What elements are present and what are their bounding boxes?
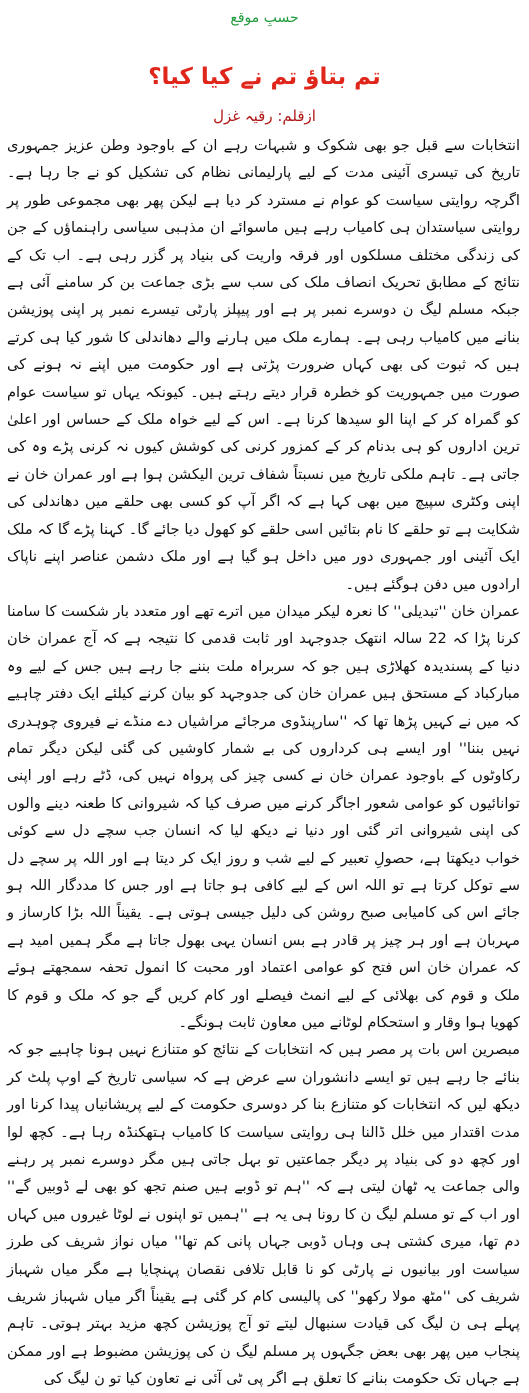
article-body	[7, 132, 520, 1393]
author-byline: ازقلم: رقیہ غزل	[213, 107, 316, 125]
paragraph-1: انتخابات سے قبل جو بھی شکوک و شبہات رہے ان کے باوجود وطن عزیز جمہوری تاریخ کی تیسری آئینی مدت کے لیے پارلیمانی نظام کی تشکیل کو نے جا رہا ہے۔ اگرچہ روایتی سیاست کو عوام نے مسترد کر دیا ہے لیکن پھر بھی مجموعی طور پر روایتی سیاستدان ہی کامیاب رہے ہیں ماسوائے ان مذہبی سیاسی راہنماؤں کے جن کی زندگی مختلف مسلکوں اور فرقہ واریت کی بنیاد پر گزر رہی ہے۔ اب تک کے نتائج کے مطابق تحریک انصاف ملک کی سب سے بڑی جماعت بن کر سامنے آئی ہے جبکہ مسلم لیگ ن دوسرے نمبر پر ہے اور پیپلز پارٹی تیسرے نمبر پر اپنی پوزیشن بنانے میں کامیاب رہی ہے۔ ہمارے ملک میں ہارنے والے دھاندلی کا شور کیا ہی کرتے ہیں کہ ثبوت کی بھی کہاں ضرورت پڑتی ہے اور حکومت میں اپنے نہ ہونے کی صورت میں جمہوریت کو خطرہ قرار دیتے رہتے ہیں۔ کیونکہ یہاں تو سیاست عوام کو گمراہ کر کے اپنا الو سیدھا کرنا ہے۔ اس کے لیے خواہ ملک کے حساس اور اعلیٰ ترین اداروں کو ہی بدنام کر کے کمزور کرنی کی کوشش کیوں نہ کرنی پڑے وہ کی جاتی ہے۔ تاہم ملکی تاریخ میں نسبتاً شفاف ترین الیکشن ہوا ہے اور عمران خان نے اپنی وکٹری سپیچ میں بھی کہا ہے کہ اگر آپ کو کسی بھی حلقے میں دھاندلی کی شکایت ہے تو حلقے کا نام بتائیں اسی حلقے کو کھول دیا جائے گا۔ کہنا پڑے گا کہ ملک ایک آئینی اور جمہوری دور میں داخل ہو گیا ہے اور ملک دشمن عناصر اپنے ناپاک ارادوں میں دفن ہوگئے ہیں۔	[7, 137, 520, 593]
column-tag: حسبِ موقع	[230, 10, 299, 26]
paragraph-2: عمران خان ''تبدیلی'' کا نعرہ لیکر میدان میں اترے تھے اور متعدد بار شکست کا سامنا کرنا پڑا کہ 22 سالہ انتھک جدوجہد اور ثابت قدمی کا نتیجہ ہے کہ آج عمران خان دنیا کے پسندیدہ کھلاڑی ہیں جو کہ سربراہ ملت بننے جا رہے ہیں جس کے لیے وہ مبارکباد کے مستحق ہیں عمران خان کی جدوجہد کو بیان کرنے کیلئے ایک دفتر چاہیے کہ میں نے کہیں پڑھا تھا کہ ''سارپنڈوی مرجائے مراشیاں دے منڈے نے فیروی چوہدری نہیں بننا'' اور ایسے ہی کرداروں کی بے شمار کاوشیں کی گئی لیکن دیگر تمام رکاوٹوں کے باوجود عمران خان نے کسی چیز کی پرواہ نہیں کی، ڈٹے رہے اور اپنی توانائیوں کو عوامی شعور اجاگر کرنے میں صرف کیا کہ شیروانی کا طعنہ دینے والوں کی اپنی شیروانی اتر گئی اور دنیا نے دیکھ لیا کہ انسان جب سچے دل سے کوئی خواب دیکھتا ہے، حصولِ تعبیر کے لیے شب و روز ایک کر دیتا ہے اور اللہ پر سچے دل سے توکل کرتا ہے تو اللہ اس کے لیے کافی ہو جاتا ہے اور جس کا مددگار اللہ ہو جائے اس کی کامیابی صبح روشن کی دلیل جیسی ہوتی ہے۔ یقیناً اللہ بڑا کارساز و مہربان ہے اور ہر چیز پر قادر ہے بس انسان یہی بھول جاتا ہے مگر ہمیں امید ہے کہ عمران خان اس فتح کو عوامی اعتماد اور محبت کا انمول تحفہ سمجھتے ہوئے ملک و قوم کی بھلائی کے لیے انمٹ فیصلے اور کام کریں گے جو کہ ملک و قوم کا کھویا ہوا وقار و استحکام لوٹانے میں معاون ثابت ہونگے۔	[7, 602, 521, 1031]
paragraph-3: مبصرین اس بات پر مصر ہیں کہ انتخابات کے نتائج کو متنازع نہیں ہونا چاہیے جو کہ بنائے جا رہے ہیں تو ایسے دانشوران سے عرض ہے کہ سیاسی تاریخ کے اوپ پلٹ کر دیکھ لیں کہ انتخابات کو متنازع بنا کر دوسری حکومت کے لیے پریشانیاں پیدا کرنا اور مدت اقتدار میں خلل ڈالنا ہی روایتی سیاست کا کامیاب ہتھکنڈہ رہا ہے۔ کچھ لوا اور کچھ دو کی بنیاد پر دیگر جماعتیں تو بہل جاتی ہیں مگر دوسرے نمبر پر رہنے والی جماعت یہ ٹھان لیتی ہے کہ ''ہم تو ڈوبے ہیں صنم تجھ کو بھی لے ڈوبیں گے'' اور اب کے تو مسلم لیگ ن کا رونا ہی یہ ہے ''ہمیں تو اپنوں نے لوٹا غیروں میں کہاں دم تھا، میری کشتی ہی وہاں ڈوبی جہاں پانی کم تھا'' میاں نواز شریف کی طرز سیاست اور بیانیوں نے پارٹی کو نا قابل تلافی نقصان پہنچایا ہے مگر میاں شہباز شریف کی ''مٹھ مولا رکھو'' کی پالیسی کام کر گئی ہے یقیناً اگر میاں شہباز شریف پہلے ہی ن لیگ کی قیادت سنبھال لیتے تو آج پوزیشن کچھ مزید بہتر ہوتی۔ تاہم پنجاب میں پھر بھی بعض جگہوں پر مسلم لیگ ن کی پوزیشن مضبوط ہے اور ممکن ہے جہاں تک حکومت بنانے کا تعلق ہے اگر پی ٹی آئی نے تعاون کیا تو ن لیگ کی	[7, 1041, 520, 1388]
article-headline: تم بتاؤ تم نے کیا کیا؟	[148, 64, 381, 90]
